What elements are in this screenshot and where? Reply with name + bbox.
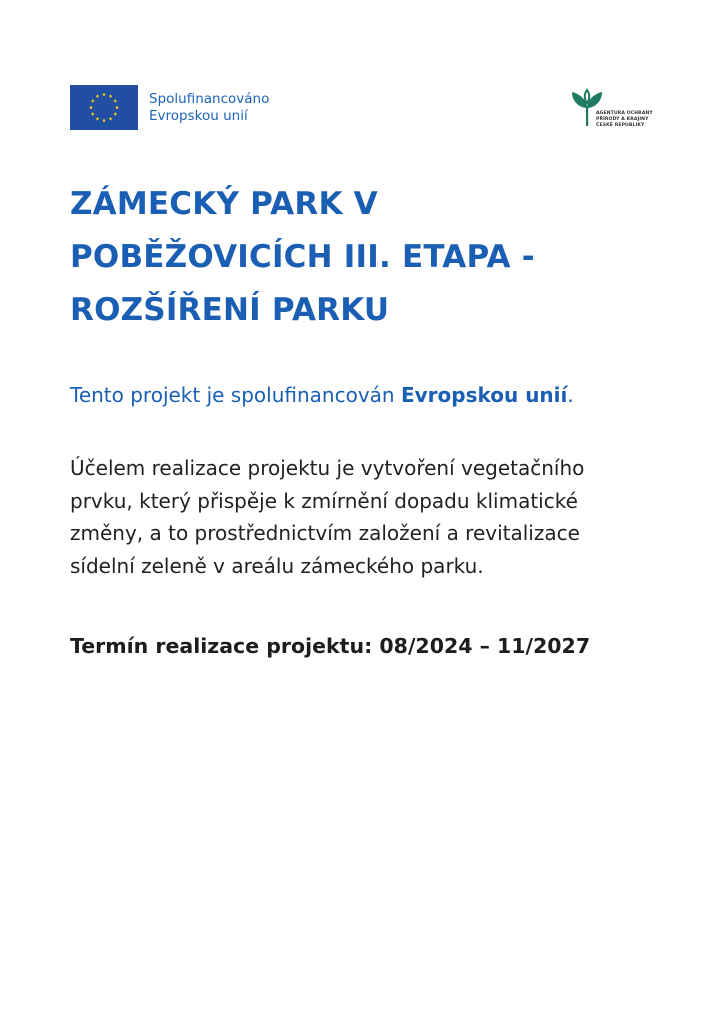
eu-flag-icon	[70, 85, 138, 130]
funding-prefix: Tento projekt je spolufinancován	[70, 383, 401, 407]
eu-star-icon	[102, 118, 106, 122]
eu-logo-line1: Spolufinancováno	[149, 90, 270, 107]
eu-star-icon	[102, 92, 106, 96]
funding-statement	[70, 381, 690, 409]
eu-star-icon	[113, 99, 117, 103]
eu-star-icon	[115, 105, 119, 109]
title-line-2: POBĚŽOVICÍCH III. ETAPA -	[70, 239, 535, 275]
eu-star-icon	[109, 94, 113, 98]
eu-cofunding-logo	[70, 85, 269, 130]
aopk-logo-line2: PŘÍRODY A KRAJINY	[596, 117, 649, 122]
funding-suffix: .	[567, 383, 574, 407]
description-line-2: prvku, který přispěje k zmírnění dopadu klimatické	[70, 488, 578, 513]
project-term: Termín realizace projektu: 08/2024 – 11/2027	[70, 634, 591, 658]
description-line-3: změny, a to prostřednictvím založení a revitalizace	[70, 521, 580, 545]
title-line-3: ROZŠÍŘENÍ PARKU	[70, 292, 390, 328]
eu-star-icon	[89, 105, 93, 109]
eu-star-icon	[113, 112, 117, 116]
aopk-logo-line3: ČESKÉ REPUBLIKY	[596, 123, 645, 128]
aopk-logo-line1: AGENTURA OCHRANY	[596, 111, 653, 116]
aopk-logo	[570, 86, 660, 136]
aopk-logo-text	[596, 111, 653, 129]
funding-emphasis: Evropskou unií	[400, 383, 568, 407]
eu-logo-line2: Evropskou unií	[149, 107, 248, 124]
eu-star-icon	[96, 94, 100, 98]
eu-stars-ring	[70, 85, 138, 130]
eu-logo-text	[149, 91, 269, 125]
eu-star-icon	[91, 112, 95, 116]
page-title	[70, 178, 670, 337]
eu-star-icon	[109, 117, 113, 121]
project-description	[70, 452, 690, 582]
eu-star-icon	[91, 99, 95, 103]
description-line-1: Účelem realizace projektu je vytvoření vegetačního	[70, 456, 585, 480]
description-line-4: sídelní zeleně v areálu zámeckého parku.	[70, 553, 484, 578]
title-line-1: ZÁMECKÝ PARK V	[70, 186, 378, 222]
eu-star-icon	[96, 117, 100, 121]
